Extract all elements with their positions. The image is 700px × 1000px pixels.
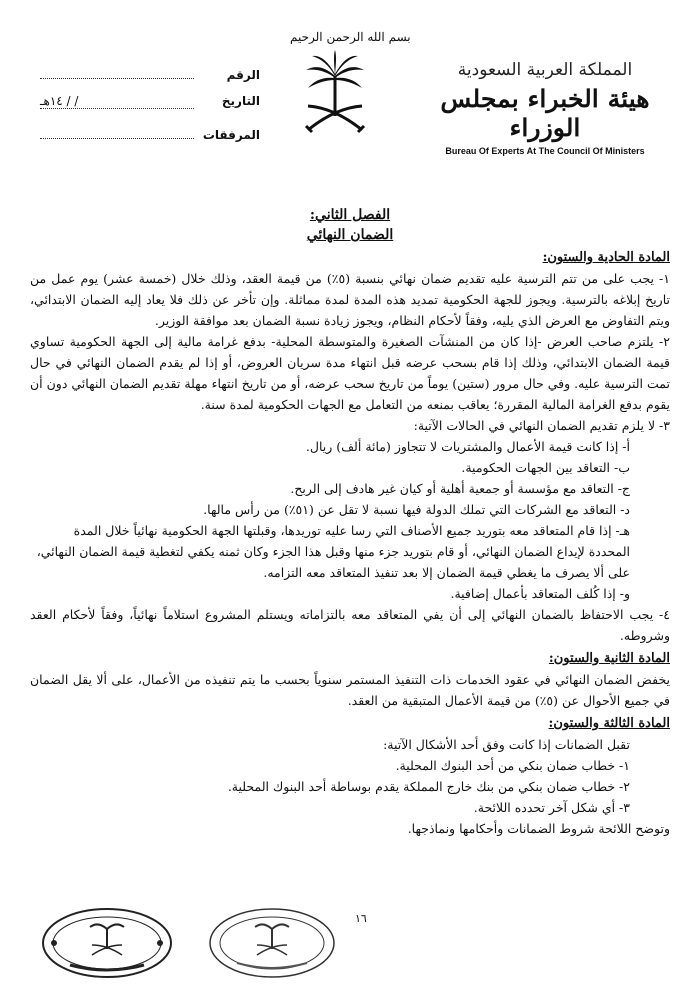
article-61-item-b: ب- التعاقد بين الجهات الحكومية. [461,460,630,475]
date-label: التاريخ [221,94,260,108]
reference-fields [40,64,260,154]
article-61-item-d: د- التعاقد مع الشركات التي تملك الدولة فيها نسبة لا تقل عن (٥١٪) من رأس مالها. [203,502,630,517]
article-62-text: يخفض الضمان النهائي في عقود الخدمات ذات التنفيذ المستمر سنوياً بحسب ما يتم تنفيذه من الأعمال، على ألا يقل الضمان في جميع الأحوال عن (٥٪) من قيمة الأعمال المتبقية من العقد. [30,672,670,708]
attachments-label: المرفقات [202,128,260,142]
chapter-title: الفصل الثاني: [309,207,391,223]
bureau-seal-stamp-icon [40,905,175,980]
organization-name [430,60,660,156]
letterhead [0,0,700,160]
chapter-subtitle: الضمان النهائي [306,227,394,243]
article-63-title: المادة الثالثة والستون: [548,716,670,731]
article-61-item-e: هـ- إذا قام المتعاقد معه بتوريد جميع الأصناف التي رسا عليه توريدها، وقبلتها الجهة الحكومية نهائياً خلال المدة المحددة لإيداع الضمان النهائي، أو قام بتوريد جزء منها وقبل هذا الجزء وكان ثمنه يكفي لتغطية قيمة الضمان النهائي، على ألا يصرف ما يغطي قيمة الضمان إلا بعد تنفيذ المتعاقد معه التزامه. [36,523,630,580]
article-61-item-f: و- إذا كُلف المتعاقد بأعمال إضافية. [450,586,630,601]
article-61-item-c: ج- التعاقد مع مؤسسة أو جمعية أهلية أو كيان غير هادف إلى الربح. [290,481,630,496]
article-61-title: المادة الحادية والستون: [542,250,670,265]
attachments-value [40,124,194,139]
article-61-clause-2: ٢- يلتزم صاحب العرض -إذا كان من المنشآت الصغيرة والمتوسطة المحلية- بدفع غرامة مالية إلى الجهة الحكومية تساوي قيمة الضمان الابتدائي، وذلك إذا قام بسحب عرضه قبل انتهاء مدة سريان العروض، أو إذا لم يقدم الضمان النهائي في حال تمت الترسية عليه. وفي حال مرور (ستين) يوماً من تاريخ سحب عرضه، أو من تاريخ انتهاء مهلة تقديم الضمان النهائي دون أن يقوم بدفع الغرامة المالية المقررة؛ يعاقب بمنعه من التعامل مع الجهات الحكومية لمدة سنة. [30,334,670,412]
palm-swords-emblem-icon [300,48,370,133]
article-63-item-2: ٢- خطاب ضمان بنكي من بنك خارج المملكة يقدم بوساطة أحد البنوك المحلية. [227,779,630,794]
kingdom-name: المملكة العربية السعودية [457,60,633,80]
bureau-name-english: Bureau Of Experts At The Council Of Ministers [445,146,645,156]
official-seals [40,905,340,985]
kingdom-seal-stamp-icon [205,905,340,980]
ref-number-value [40,64,194,79]
date-value: / / ١٤هـ [40,94,194,109]
basmala: بسم الله الرحمن الرحيم [290,30,411,44]
page-number: ١٦ [355,912,367,925]
article-62-title: المادة الثانية والستون: [548,651,670,666]
ref-number-row [40,64,260,94]
article-61-clause-1: ١- يجب على من تتم الترسية عليه تقديم ضمان نهائي بنسبة (٥٪) من قيمة العقد، وذلك خلال (خمسة عشر) يوم عمل من تاريخ إبلاغه بالترسية. ويجوز للجهة الحكومية تمديد هذه المدة لمدة مماثلة. وإن تأخر عن ذلك فلا يعاد إليه الضمان الابتدائي، ويتم التفاوض مع العرض الذي يليه، وفقاً لأحكام النظام، ويجوز زيادة نسبة الضمان بعد موافقة الوزير. [30,271,670,328]
article-63-closing: وتوضح اللائحة شروط الضمانات وأحكامها ونماذجها. [407,821,670,836]
article-61-clause-4: ٤- يجب الاحتفاظ بالضمان النهائي إلى أن يفي المتعاقد معه بالتزاماته ويستلم المشروع استلاماً نهائياً، وفقاً لأحكام العقد وشروطه. [30,607,670,643]
attachments-row [40,124,260,154]
date-row [40,94,260,124]
article-61-clause-3: ٣- لا يلزم تقديم الضمان النهائي في الحالات الآتية: [413,418,670,433]
article-63-item-3: ٣- أي شكل آخر تحدده اللائحة. [473,800,630,815]
article-63-intro: تقبل الضمانات إذا كانت وفق أحد الأشكال الآتية: [383,737,630,752]
document-body [30,205,670,839]
bureau-name-arabic: هيئة الخبراء بمجلس الوزراء [440,84,650,142]
ref-number-label: الرقم [226,68,260,82]
article-63-item-1: ١- خطاب ضمان بنكي من أحد البنوك المحلية. [395,758,630,773]
article-61-item-a: أ- إذا كانت قيمة الأعمال والمشتريات لا تتجاوز (مائة ألف) ريال. [305,439,630,454]
